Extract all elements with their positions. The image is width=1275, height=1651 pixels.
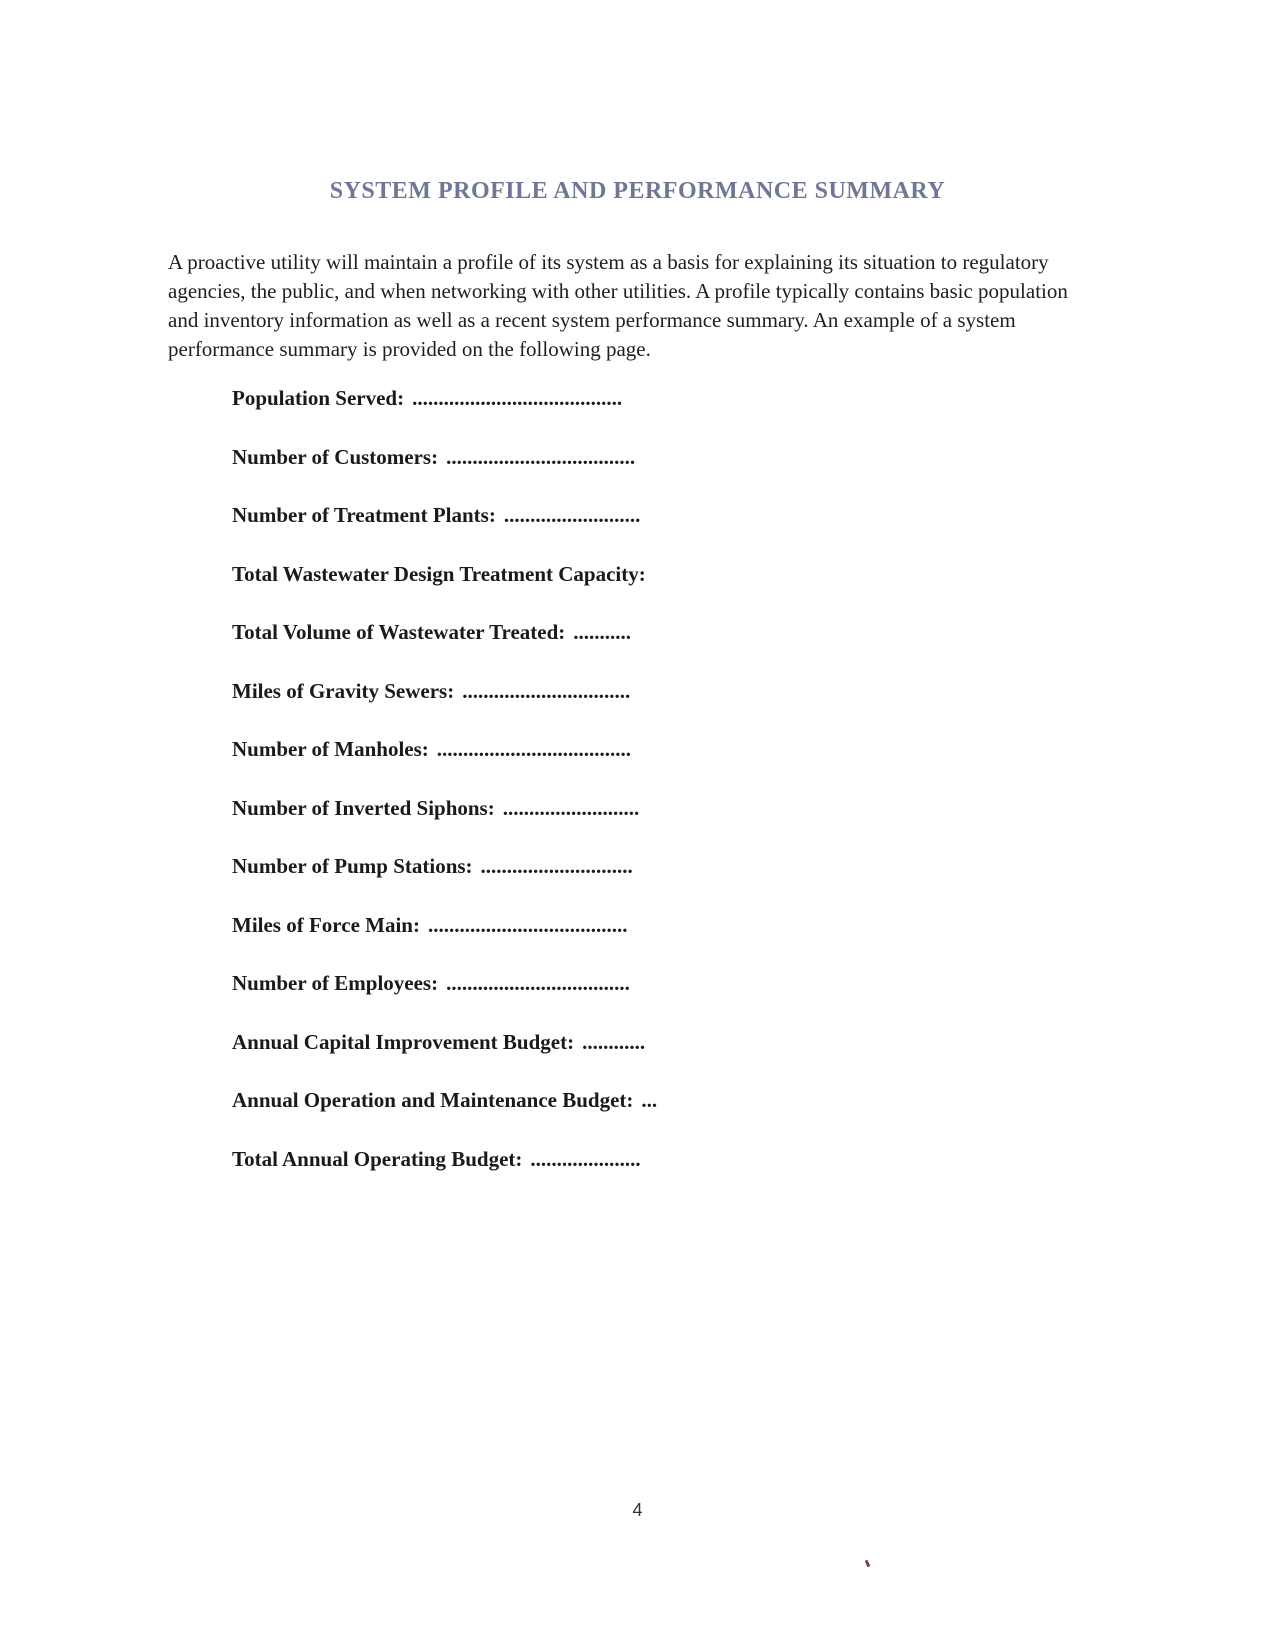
field-number-of-customers <box>232 445 932 504</box>
field-number-of-manholes <box>232 737 932 796</box>
field-label: Number of Treatment Plants: <box>232 503 496 527</box>
field-label: Number of Pump Stations: <box>232 854 473 878</box>
field-number-inverted-siphons <box>232 796 932 855</box>
field-number-pump-stations <box>232 854 932 913</box>
field-leader: ..................... <box>530 1146 641 1171</box>
field-label: Total Volume of Wastewater Treated: <box>232 620 566 644</box>
field-total-operating-budget <box>232 1147 932 1206</box>
field-volume-wastewater-treated <box>232 620 932 679</box>
field-label: Miles of Force Main: <box>232 912 420 937</box>
field-leader: ................................... <box>446 971 630 995</box>
field-label: Number of Inverted Siphons: <box>232 795 495 820</box>
field-leader: ........... <box>573 620 632 644</box>
field-leader: ............................. <box>480 854 633 878</box>
field-miles-gravity-sewers <box>232 679 932 738</box>
field-label: Total Wastewater Design Treatment Capacity: <box>232 561 646 586</box>
field-miles-force-main <box>232 913 932 972</box>
field-design-treatment-capacity <box>232 562 932 621</box>
field-capital-improvement-budget <box>232 1030 932 1089</box>
field-leader: .................................... <box>446 444 636 469</box>
intro-paragraph: A proactive utility will maintain a profile of its system as a basis for explaining its situation to regulatory agencies, the public, and when networking with other utilities. A profile typically contains basic population and inventory information as well as a recent system performance summary. An example of a system performance summary is provided on the following page. <box>168 250 1068 361</box>
field-label: Number of Customers: <box>232 444 439 469</box>
page-number: 4 <box>632 1500 643 1520</box>
field-number-of-employees <box>232 971 932 1030</box>
field-leader: ........................................ <box>412 386 623 410</box>
field-label: Total Annual Operating Budget: <box>232 1146 523 1171</box>
field-label: Annual Capital Improvement Budget: <box>232 1029 575 1054</box>
field-leader: ............ <box>582 1029 646 1054</box>
page-title: SYSTEM PROFILE AND PERFORMANCE SUMMARY <box>329 178 946 204</box>
field-leader: ... <box>641 1088 658 1112</box>
field-leader: .......................... <box>503 503 641 527</box>
field-leader: .......................... <box>502 795 640 820</box>
field-label: Population Served: <box>232 386 405 410</box>
field-leader: ................................ <box>462 678 631 703</box>
field-leader: ...................................... <box>427 912 628 937</box>
field-population-served <box>232 386 932 445</box>
field-om-budget <box>232 1088 932 1147</box>
field-label: Number of Employees: <box>232 971 439 995</box>
field-label: Number of Manholes: <box>232 737 429 761</box>
field-label: Annual Operation and Maintenance Budget: <box>232 1088 634 1112</box>
field-leader: ..................................... <box>436 737 632 761</box>
field-label: Miles of Gravity Sewers: <box>232 678 455 703</box>
scan-speck-mark <box>865 1560 871 1568</box>
field-number-of-treatment-plants <box>232 503 932 562</box>
profile-field-list <box>232 386 932 1205</box>
